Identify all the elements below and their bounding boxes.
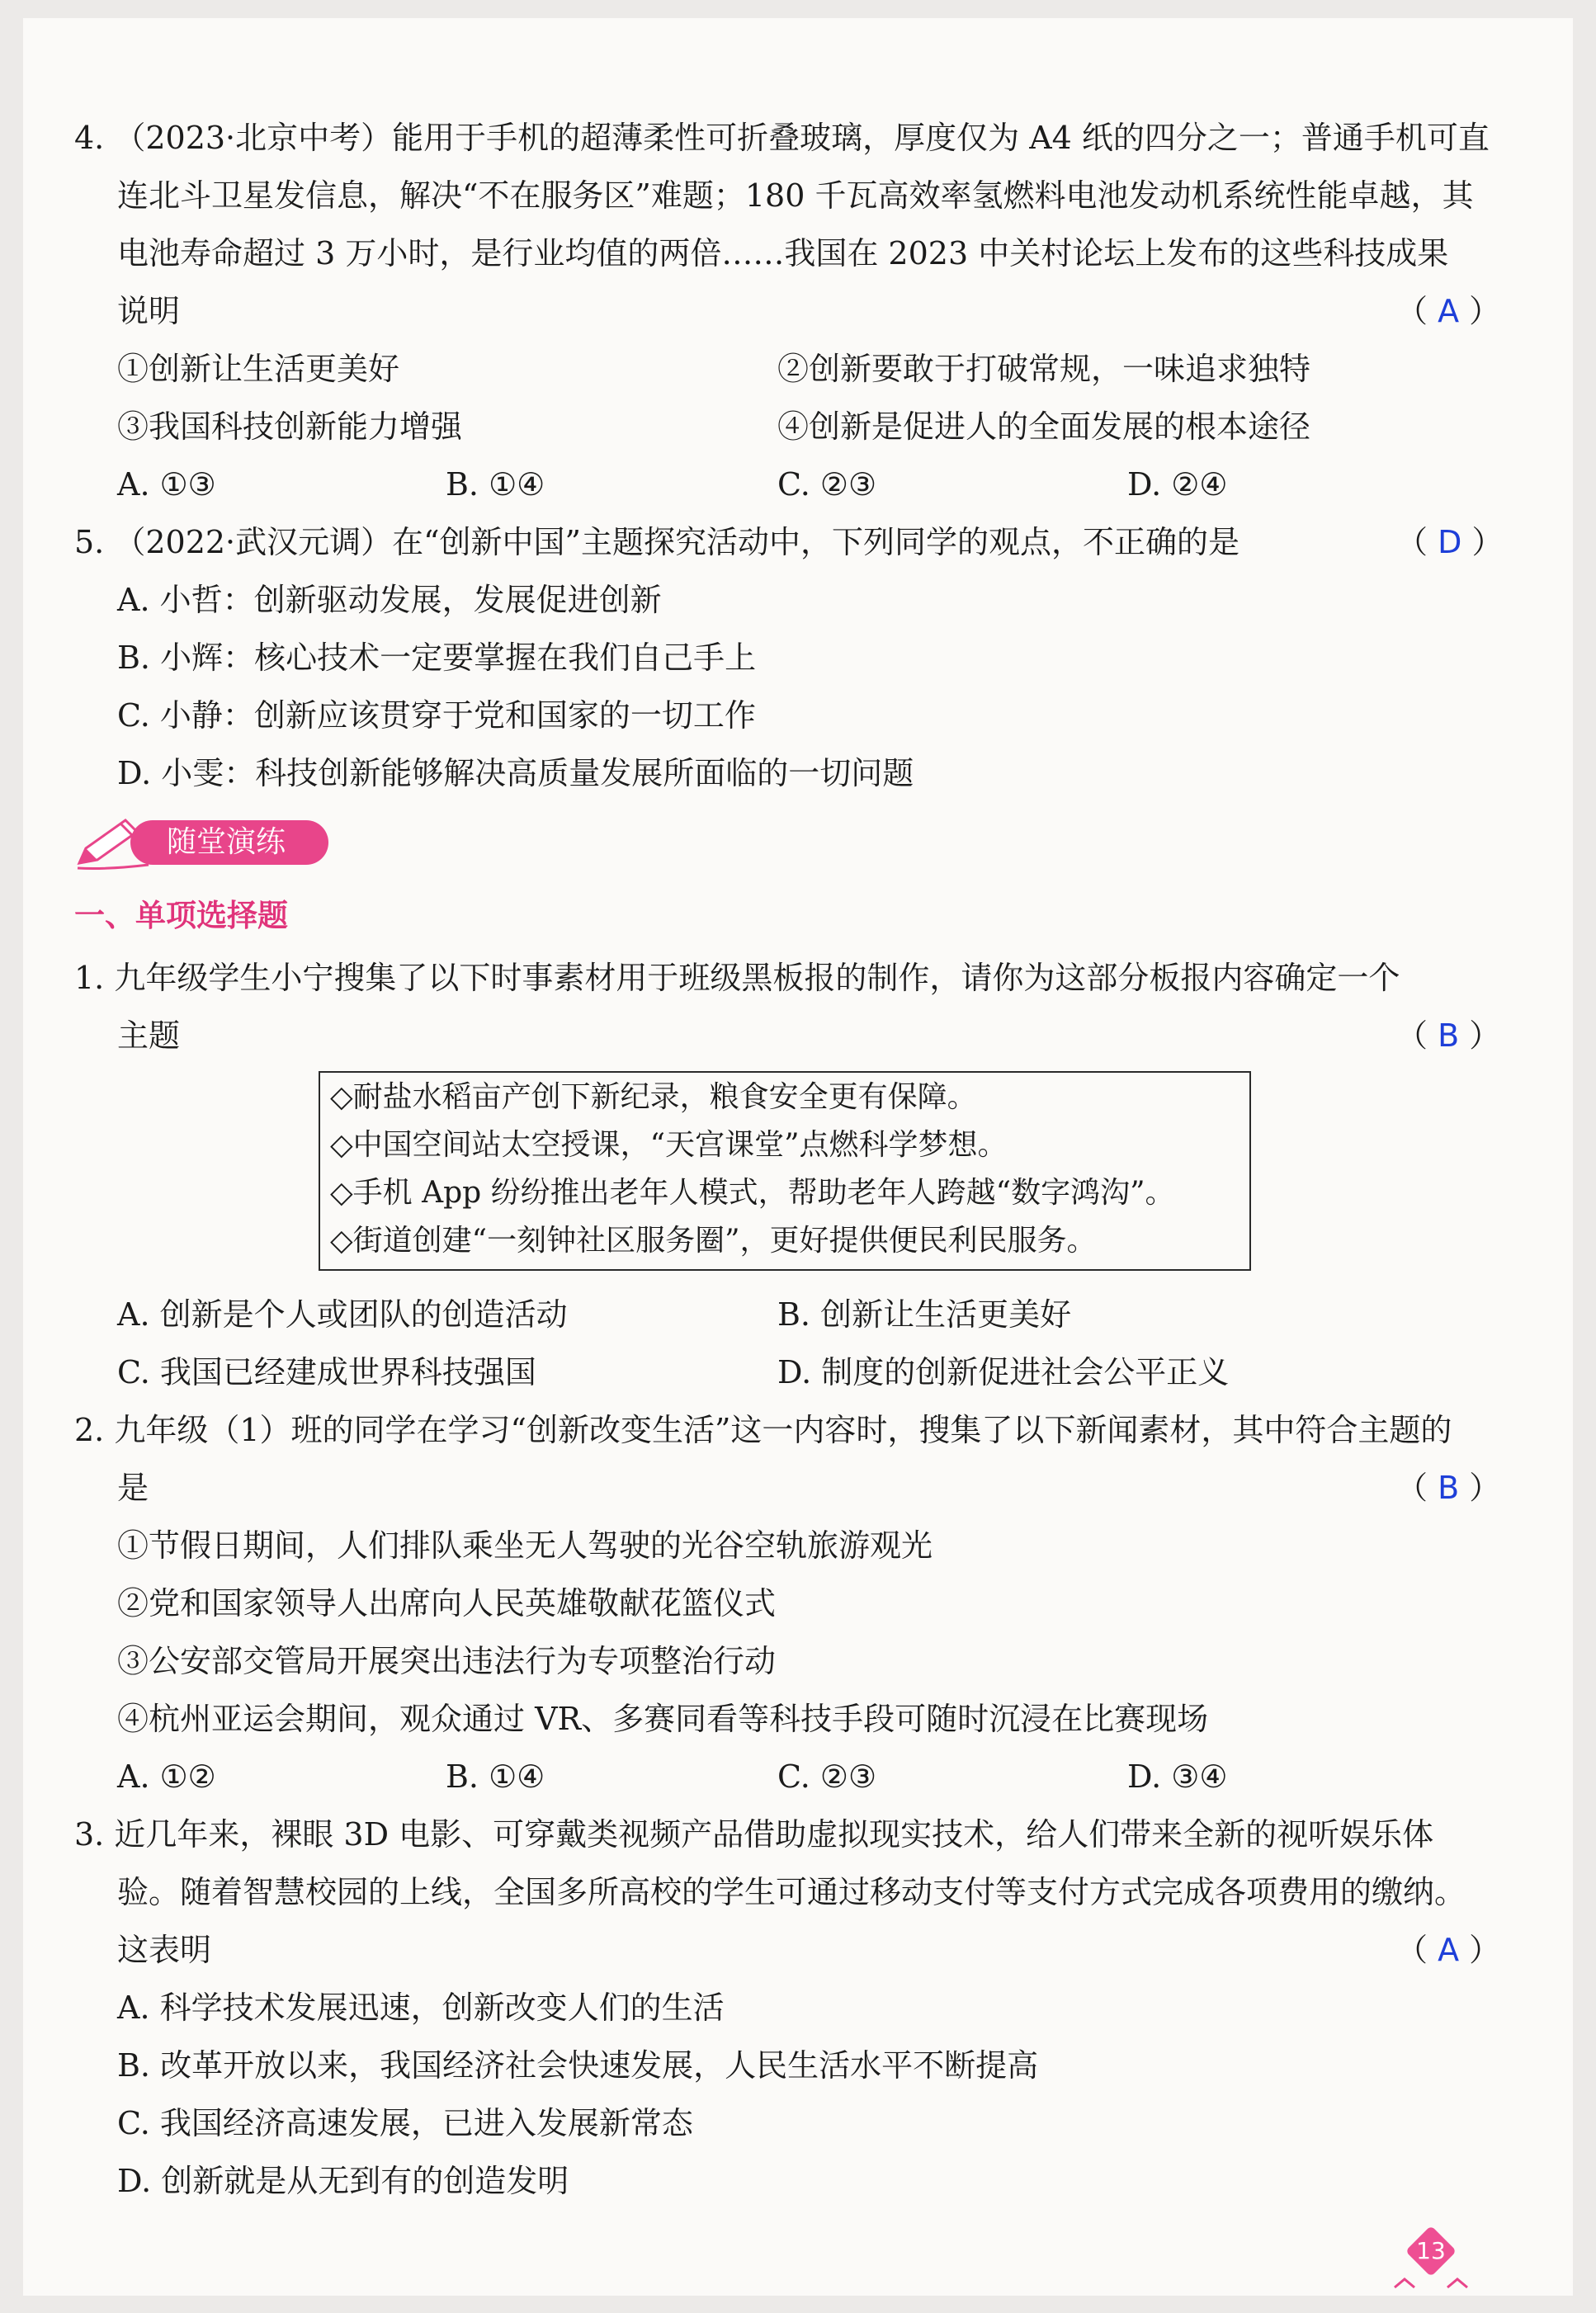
q4-option-b: B. ①④ bbox=[446, 466, 545, 503]
q5-answer-letter: D bbox=[1438, 524, 1462, 560]
q4-answer: （ A ） bbox=[1396, 293, 1501, 329]
p2-stem-line-1: 2. 九年级（1）班的同学在学习“创新改变生活”这一内容时，搜集了以下新闻素材，其中符合主题的 bbox=[74, 1412, 1452, 1448]
p1-stem-line-2: 主题 bbox=[117, 1017, 181, 1054]
p2-answer-letter: B bbox=[1438, 1470, 1460, 1506]
p3-option-c: C. 我国经济高速发展，已进入发展新常态 bbox=[117, 2105, 693, 2141]
p2-option-c: C. ②③ bbox=[777, 1758, 877, 1795]
material-item-1: ◇耐盐水稻亩产创下新纪录，粮食安全更有保障。 bbox=[330, 1080, 977, 1114]
p3-stem-line-1: 3. 近几年来，裸眼 3D 电影、可穿戴类视频产品借助虚拟现实技术，给人们带来全新的视听娱乐体 bbox=[74, 1816, 1434, 1853]
p1-answer: （ B ） bbox=[1396, 1017, 1501, 1054]
q4-statement-2: ②创新要敢于打破常规，一味追求独特 bbox=[777, 351, 1311, 387]
p2-statement-2: ②党和国家领导人出席向人民英雄敬献花篮仪式 bbox=[117, 1585, 777, 1621]
material-item-2: ◇中国空间站太空授课，“天宫课堂”点燃科学梦想。 bbox=[330, 1128, 1008, 1162]
p1-option-b: B. 创新让生活更美好 bbox=[777, 1296, 1072, 1333]
wave-ornament-icon bbox=[1393, 2274, 1469, 2292]
q4-option-a: A. ①③ bbox=[117, 466, 216, 503]
p3-answer: （ A ） bbox=[1396, 1932, 1501, 1968]
p1-option-d: D. 制度的创新促进社会公平正义 bbox=[777, 1354, 1230, 1390]
p3-option-d: D. 创新就是从无到有的创造发明 bbox=[117, 2163, 569, 2199]
q4-stem-line-2: 连北斗卫星发信息，解决“不在服务区”难题；180 千瓦高效率氢燃料电池发动机系统性能卓越，其 bbox=[117, 177, 1474, 214]
practice-banner bbox=[74, 815, 332, 868]
q5-option-d: D. 小雯：科技创新能够解决高质量发展所面临的一切问题 bbox=[117, 755, 914, 791]
banner-label: 随堂演练 bbox=[167, 825, 286, 859]
q4-statement-4: ④创新是促进人的全面发展的根本途径 bbox=[777, 408, 1311, 445]
p3-stem-line-3: 这表明 bbox=[117, 1932, 212, 1968]
q4-stem-line-4: 说明 bbox=[117, 293, 181, 329]
p3-answer-letter: A bbox=[1438, 1932, 1460, 1968]
p2-option-a: A. ①② bbox=[117, 1758, 216, 1795]
p2-statement-4: ④杭州亚运会期间，观众通过 VR、多赛同看等科技手段可随时沉浸在比赛现场 bbox=[117, 1701, 1209, 1737]
p2-statement-3: ③公安部交管局开展突出违法行为专项整治行动 bbox=[117, 1643, 777, 1679]
q5-stem-line-1: 5. （2022·武汉元调）在“创新中国”主题探究活动中，下列同学的观点，不正确的是 bbox=[74, 524, 1239, 560]
p2-option-d: D. ③④ bbox=[1127, 1758, 1228, 1795]
q4-statement-3: ③我国科技创新能力增强 bbox=[117, 408, 463, 445]
material-item-3: ◇手机 App 纷纷推出老年人模式，帮助老年人跨越“数字鸿沟”。 bbox=[330, 1176, 1175, 1210]
page-number: 13 bbox=[1416, 2237, 1446, 2264]
p2-option-b: B. ①④ bbox=[446, 1758, 545, 1795]
p2-answer: （ B ） bbox=[1396, 1470, 1501, 1506]
q5-option-b: B. 小辉：核心技术一定要掌握在我们自己手上 bbox=[117, 640, 757, 676]
section-title: 一、单项选择题 bbox=[74, 898, 288, 933]
p3-option-a: A. 科学技术发展迅速，创新改变人们的生活 bbox=[117, 1990, 725, 2026]
q4-statement-1: ①创新让生活更美好 bbox=[117, 351, 400, 387]
p1-answer-letter: B bbox=[1438, 1017, 1460, 1054]
q4-stem-line-3: 电池寿命超过 3 万小时，是行业均值的两倍……我国在 2023 中关村论坛上发布的这些科技成果 bbox=[117, 235, 1449, 271]
p2-statement-1: ①节假日期间，人们排队乘坐无人驾驶的光谷空轨旅游观光 bbox=[117, 1527, 933, 1564]
p1-option-a: A. 创新是个人或团队的创造活动 bbox=[117, 1296, 568, 1333]
q4-stem-line-1: 4. （2023·北京中考）能用于手机的超薄柔性可折叠玻璃，厚度仅为 A4 纸的四分之一；普通手机可直 bbox=[74, 120, 1490, 156]
q5-option-c: C. 小静：创新应该贯穿于党和国家的一切工作 bbox=[117, 697, 756, 734]
q4-answer-letter: A bbox=[1438, 293, 1460, 329]
p1-stem-line-1: 1. 九年级学生小宁搜集了以下时事素材用于班级黑板报的制作，请你为这部分板报内容确定一个 bbox=[74, 960, 1400, 996]
q5-option-a: A. 小哲：创新驱动发展，发展促进创新 bbox=[117, 582, 662, 618]
page-number-badge bbox=[1408, 2228, 1454, 2274]
q4-option-c: C. ②③ bbox=[777, 466, 877, 503]
news-material-box bbox=[319, 1071, 1251, 1271]
q4-option-d: D. ②④ bbox=[1127, 466, 1228, 503]
p2-stem-line-2: 是 bbox=[117, 1470, 149, 1506]
p3-option-b: B. 改革开放以来，我国经济社会快速发展，人民生活水平不断提高 bbox=[117, 2047, 1039, 2084]
q5-answer: （ D ） bbox=[1396, 524, 1504, 560]
p3-stem-line-2: 验。随着智慧校园的上线，全国多所高校的学生可通过移动支付等支付方式完成各项费用的缴纳。 bbox=[117, 1874, 1466, 1910]
material-item-4: ◇街道创建“一刻钟社区服务圈”，更好提供便民利民服务。 bbox=[330, 1224, 1097, 1258]
p1-option-c: C. 我国已经建成世界科技强国 bbox=[117, 1354, 536, 1390]
